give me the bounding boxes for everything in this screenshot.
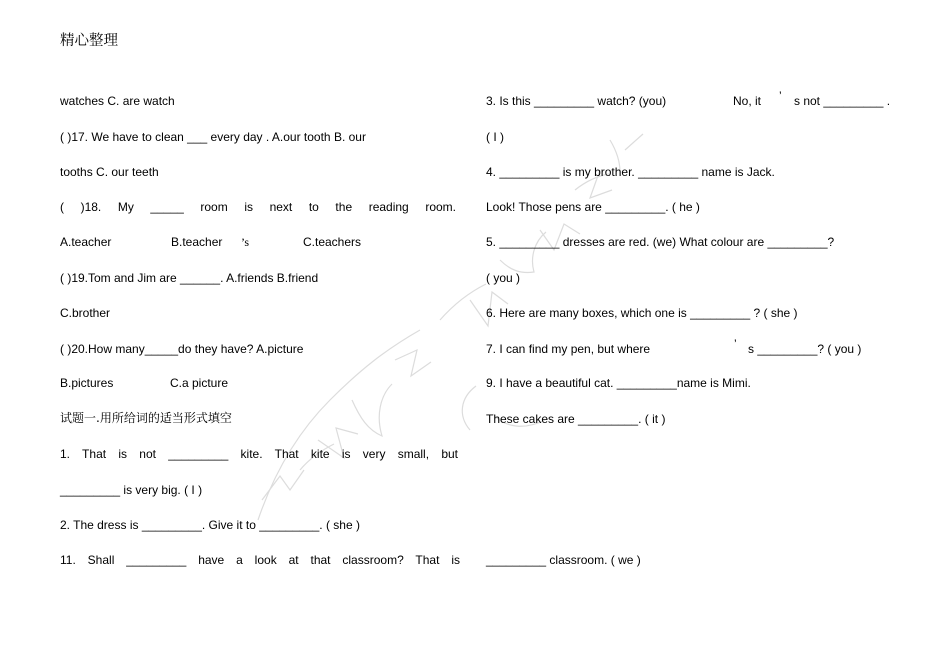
text-line: Look! Those pens are _________. ( he ) [486,200,700,214]
text-line: _________ is very big. ( I ) [60,483,203,497]
exercise-3: 3. Is this _________ watch? (you) [486,94,667,108]
question-20: ( )20.How many_____do they have? A.picture [60,342,304,356]
text-fragment: s not _________ . [794,94,891,108]
text-line: tooths C. our teeth [60,165,159,179]
exercise-4: 4. _________ is my brother. _________ name is Jack. [486,165,775,179]
apostrophe-mark: ’ [779,89,782,103]
text-fragment: s _________? ( you ) [748,342,862,356]
exercise-7: 7. I can find my pen, but where [486,342,651,356]
text-line: _________ classroom. ( we ) [486,553,641,567]
text-line: C.brother [60,306,111,320]
option-c: C.teachers [303,235,362,249]
text-fragment: No, it [733,94,762,108]
option-c: C.a picture [170,376,229,390]
option-a: A.teacher [60,235,112,249]
text-line: These cakes are _________. ( it ) [486,412,666,426]
apostrophe-mark: ’ [734,337,737,351]
question-18: ( )18. My _____ room is next to the reading room. [60,200,456,214]
option-b: B.pictures [60,376,114,390]
exercise-5: 5. _________ dresses are red. (we) What colour are _________? [486,235,835,249]
exercise-9: 9. I have a beautiful cat. _________name is Mimi. [486,376,751,390]
text-line: watches C. are watch [60,94,175,108]
text-line: ( you ) [486,271,521,285]
exercise-6: 6. Here are many boxes, which one is _________ ? ( she ) [486,306,798,320]
option-b: B.teacher [171,235,223,249]
question-17: ( )17. We have to clean ___ every day . A.our tooth B. our [60,130,366,144]
possessive-mark: ’s [241,235,250,249]
page-title: 精心整理 [60,33,118,49]
exercise-11: 11. Shall _________ have a look at that classroom? That is [60,553,460,567]
section-heading: 试题一.用所给词的适当形式填空 [60,411,232,425]
exercise-2: 2. The dress is _________. Give it to _________. ( she ) [60,518,360,532]
text-line: ( I ) [486,130,504,144]
question-19: ( )19.Tom and Jim are ______. A.friends B.friend [60,271,319,285]
exercise-1: 1. That is not _________ kite. That kite is very small, but [60,447,458,461]
